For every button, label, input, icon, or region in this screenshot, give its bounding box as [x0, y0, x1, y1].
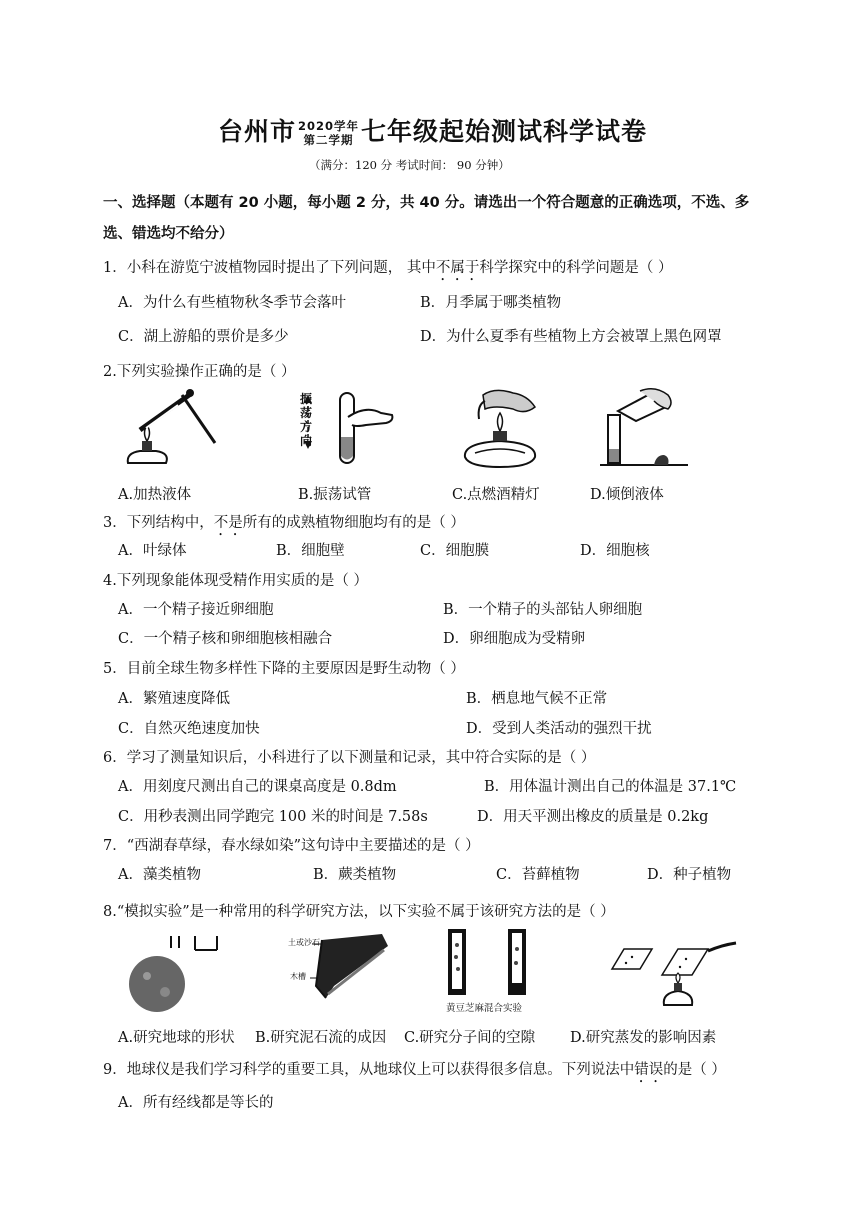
q7-option-b[interactable]: B．蕨类植物 — [313, 867, 397, 883]
title-year: 2020学年 — [298, 119, 360, 133]
q1-option-c[interactable]: C．湖上游船的票价是多少 — [118, 329, 289, 345]
q1-option-b[interactable]: B．月季属于哪类植物 — [420, 295, 562, 311]
q9-stem-emphasis: 错误 — [634, 1062, 664, 1078]
q5-option-c[interactable]: C．自然灭绝速度加快 — [118, 721, 260, 737]
q5-stem: 5．目前全球生物多样性下降的主要原因是野生动物（ ） — [103, 661, 465, 677]
title-prefix: 台州市 — [218, 117, 297, 146]
q1-option-a[interactable]: A．为什么有些植物秋冬季节会落叶 — [118, 295, 346, 311]
mudslide-label-trough: 木槽 — [290, 972, 306, 981]
q5-option-a[interactable]: A．繁殖速度降低 — [118, 691, 230, 707]
q3-option-c[interactable]: C．细胞膜 — [420, 543, 490, 559]
q8-option-c[interactable]: C.研究分子间的空隙 — [404, 1030, 536, 1046]
q1-stem — [103, 256, 672, 284]
section-header-line1: 一、选择题（本题有 20 小题，每小题 2 分，共 40 分。请选出一个符合题意的正确选项，不选、多 — [103, 195, 750, 211]
shake-direction-label: 振荡方向 — [300, 392, 313, 448]
q3-option-d[interactable]: D．细胞核 — [580, 543, 650, 559]
q7-option-d[interactable]: D．种子植物 — [647, 867, 732, 883]
q3-stem-emphasis: 不是 — [213, 515, 243, 531]
q2-option-c[interactable]: C.点燃酒精灯 — [452, 487, 540, 503]
q6-option-d[interactable]: D．用天平测出橡皮的质量是 0.2kg — [477, 809, 709, 825]
q4-stem: 4.下列现象能体现受精作用实质的是（ ） — [103, 573, 368, 589]
q1-option-d[interactable]: D．为什么夏季有些植物上方会被罩上黑色网罩 — [420, 329, 722, 345]
q6-stem: 6．学习了测量知识后，小科进行了以下测量和记录，其中符合实际的是（ ） — [103, 750, 596, 766]
q3-stem-text: 3．下列结构中， — [103, 515, 214, 531]
title-term-block — [298, 119, 359, 147]
q9-option-a[interactable]: A．所有经线都是等长的 — [118, 1095, 274, 1111]
q4-option-a[interactable]: A．一个精子接近卵细胞 — [118, 602, 274, 618]
q3-stem-text-end: 所有的成熟植物细胞均有的是（ ） — [242, 515, 465, 531]
page-title — [218, 112, 647, 148]
q6-option-a[interactable]: A．用刻度尺测出自己的课桌高度是 0.8dm — [118, 779, 397, 795]
q3-stem — [103, 511, 465, 539]
q9-stem-text: 9．地球仪是我们学习科学的重要工具，从地球仪上可以获得很多信息。下列说法中 — [103, 1062, 635, 1078]
q3-option-b[interactable]: B．细胞壁 — [276, 543, 345, 559]
q3-option-a[interactable]: A．叶绿体 — [118, 543, 187, 559]
title-suffix: 七年级起始测试科学试卷 — [361, 117, 648, 146]
q2-option-a[interactable]: A.加热液体 — [118, 487, 192, 503]
heating-liquid-figure — [120, 385, 220, 470]
q2-stem: 2.下列实验操作正确的是（ ） — [103, 364, 296, 380]
q7-option-a[interactable]: A．藻类植物 — [118, 867, 201, 883]
exam-meta: （满分：120 分 考试时间： 90 分钟） — [309, 158, 510, 172]
q1-stem-text: 1．小科在游览宁波植物园时提出了下列问题， 其中 — [103, 260, 436, 276]
q2-option-b[interactable]: B.振荡试管 — [298, 487, 372, 503]
q7-stem: 7．“西湖春草绿，春水绿如染”这句诗中主要描述的是（ ） — [103, 838, 480, 854]
q4-option-c[interactable]: C．一个精子核和卵细胞核相融合 — [118, 631, 333, 647]
q1-stem-emphasis: 不属于 — [435, 260, 480, 276]
title-term: 第二学期 — [303, 133, 354, 147]
q1-stem-text-end: 科学探究中的科学问题是（ ） — [479, 260, 673, 276]
lighting-lamp-figure — [455, 385, 545, 470]
q5-option-d[interactable]: D．受到人类活动的强烈干扰 — [466, 721, 652, 737]
q4-option-d[interactable]: D．卵细胞成为受精卵 — [443, 631, 586, 647]
q5-option-b[interactable]: B．栖息地气候不正常 — [466, 691, 608, 707]
q4-option-b[interactable]: B．一个精子的头部钻人卵细胞 — [443, 602, 643, 618]
bean-sesame-caption: 黄豆芝麻混合实验 — [446, 1003, 523, 1014]
q6-option-c[interactable]: C．用秒表测出同学跑完 100 米的时间是 7.58s — [118, 809, 428, 825]
q9-stem-text-end: 的是（ ） — [663, 1062, 726, 1078]
q8-option-d[interactable]: D.研究蒸发的影响因素 — [570, 1030, 717, 1046]
pouring-liquid-figure — [600, 385, 690, 470]
q8-stem: 8.“模拟实验”是一种常用的科学研究方法，以下实验不属于该研究方法的是（ ） — [103, 904, 615, 920]
q9-stem — [103, 1058, 726, 1086]
bean-sesame-mixing-figure — [442, 925, 542, 1000]
evaporation-figure — [604, 935, 739, 1015]
q8-option-a[interactable]: A.研究地球的形状 — [118, 1030, 235, 1046]
section-header-line2: 选、错选均不给分） — [103, 226, 234, 242]
q2-option-d[interactable]: D.倾倒液体 — [590, 487, 664, 503]
q8-option-b[interactable]: B.研究泥石流的成因 — [255, 1030, 387, 1046]
mudslide-label-soil: 土或沙石 — [288, 938, 320, 947]
q7-option-c[interactable]: C．苔藓植物 — [496, 867, 580, 883]
q6-option-b[interactable]: B．用体温计测出自己的体温是 37.1℃ — [484, 779, 737, 795]
earth-shape-figure — [125, 930, 240, 1020]
